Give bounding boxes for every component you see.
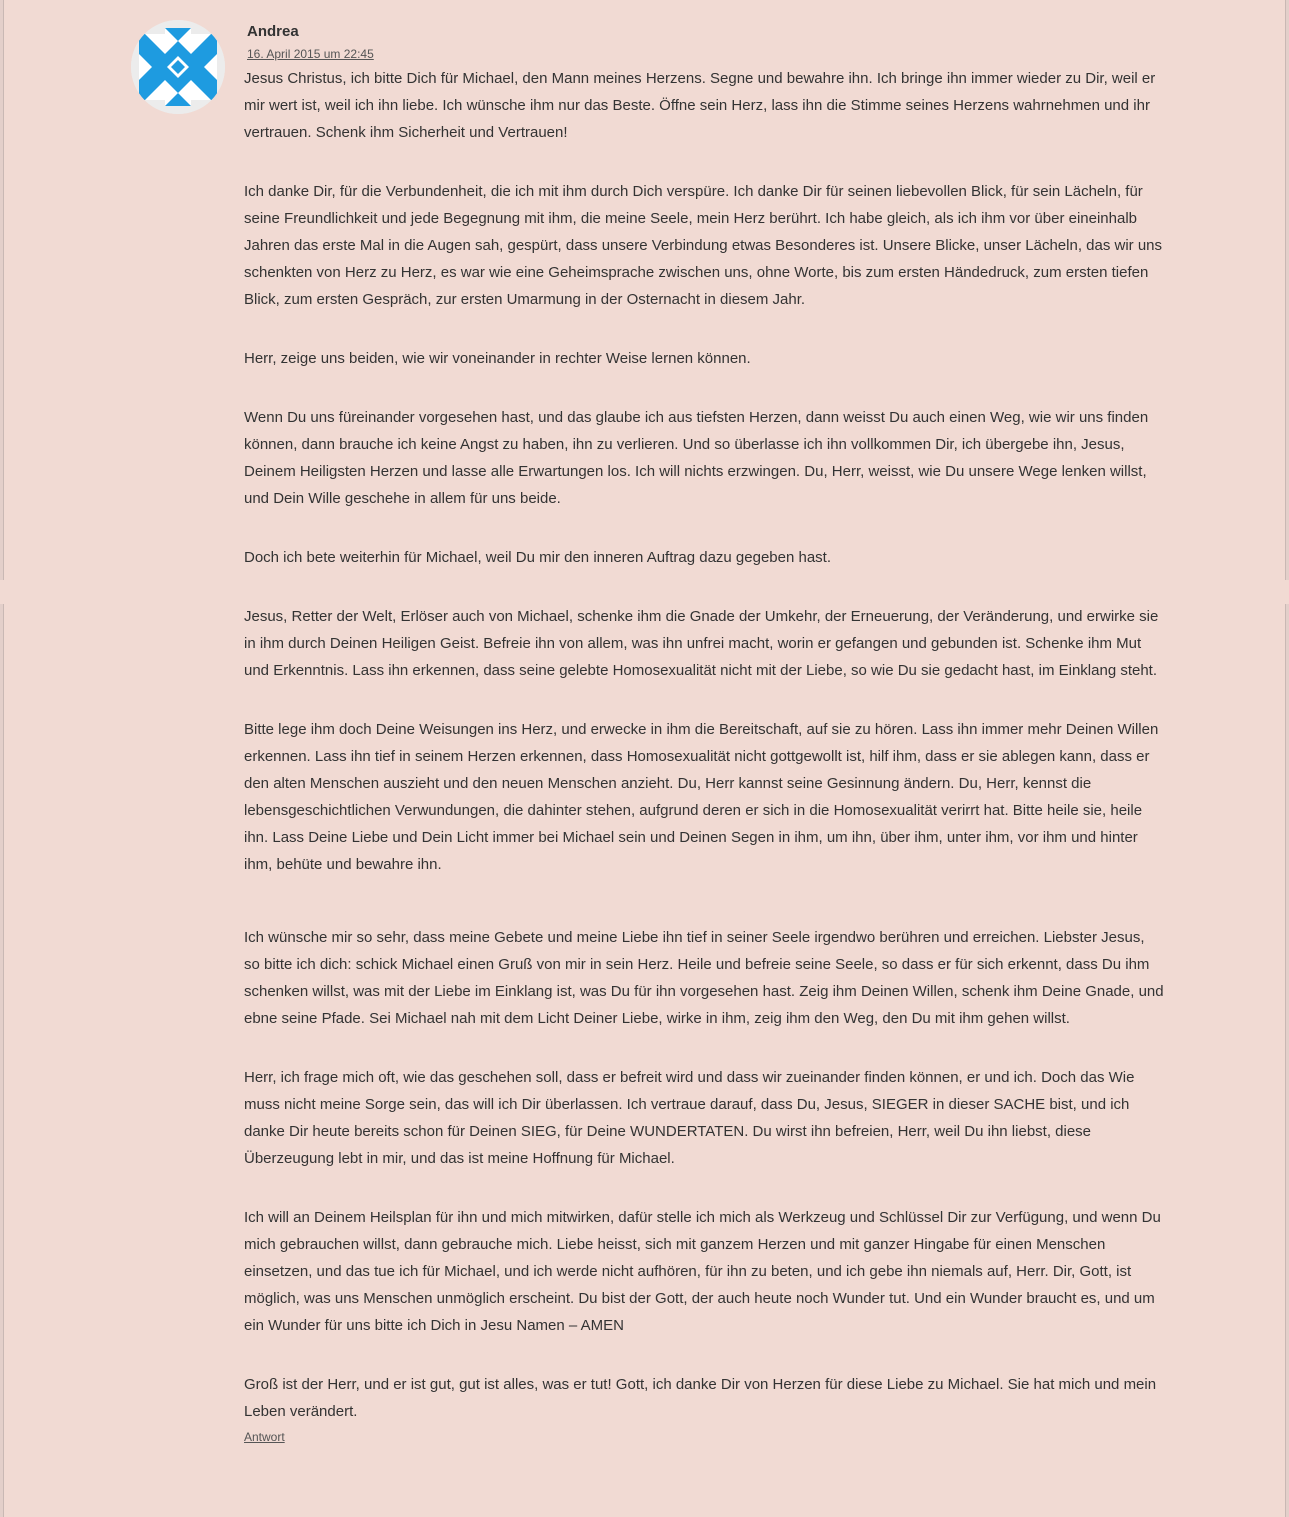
page-edge-right — [1285, 0, 1289, 1517]
comment-paragraph: Wenn Du uns füreinander vorgesehen hast, und das glaube ich aus tiefsten Herzen, dann weisst Du auch einen Weg, wie wir uns finden können, dann brauche ich keine Angst zu haben, ihn zu verlieren. Und so überlasse ich ihn vollkommen Dir, ich übergebe ihn, Jesus, Deinem Heiligsten Herzen und lasse alle Erwartungen los. Ich will nichts erzwingen. Du, Herr, weisst, wie Du unsere Wege lenken willst, und Dein Wille geschehe in allem für uns beide. — [244, 409, 1149, 507]
comment-content — [244, 65, 1164, 1425]
comment-paragraph: Jesus, Retter der Welt, Erlöser auch von Michael, schenke ihm die Gnade der Umkehr, der Erneuerung, der Veränderung, und erwirke sie in ihm durch Deinen Heiligen Geist. Befreie ihn von allem, was ihn unfrei macht, worin er gefangen und gebunden ist. Schenke ihm Mut und Erkenntnis. Lass ihn erkennen, dass seine gelebte Homosexualität nicht mit der Liebe, so wie Du sie gedacht hast, im Einklang steht. — [244, 608, 1159, 679]
comment-date-link[interactable]: 16. April 2015 um 22:45 — [247, 47, 374, 61]
page-edge-left — [0, 0, 4, 1517]
reply-link[interactable]: Antwort — [244, 1430, 285, 1444]
comment-paragraph: Ich danke Dir, für die Verbundenheit, die ich mit ihm durch Dich verspüre. Ich danke Dir für seinen liebevollen Blick, für sein Lächeln, für seine Freundlichkeit und jede Begegnung mit ihm, die meine Seele, mein Herz berührt. Ich habe gleich, als ich ihm vor über eineinhalb Jahren das erste Mal in die Augen sah, gespürt, dass unsere Verbindung etwas Besonderes ist. Unsere Blicke, unser Lächeln, das wir uns schenkten von Herz zu Herz, es war wie eine Geheimsprache zwischen uns, ohne Worte, bis zum ersten Händedruck, zum ersten tiefen Blick, zum ersten Gespräch, zur ersten Umarmung in der Osternacht in diesem Jahr. — [244, 183, 1163, 308]
comment-paragraph: Doch ich bete weiterhin für Michael, weil Du mir den inneren Auftrag dazu gegeben hast. — [244, 549, 831, 566]
comment-paragraph: Herr, ich frage mich oft, wie das geschehen soll, dass er befreit wird und dass wir zueinander finden können, er und ich. Doch das Wie muss nicht meine Sorge sein, das will ich Dir überlassen. Ich vertraue darauf, dass Du, Jesus, SIEGER in dieser SACHE bist, und ich danke Dir heute bereits schon für Deinen SIEG, für Deine WUNDERTATEN. Du wirst ihn befreien, Herr, weil Du ihn liebst, diese Überzeugung lebt in mir, und das ist meine Hoffnung für Michael. — [244, 1069, 1135, 1167]
comment-paragraph: Bitte lege ihm doch Deine Weisungen ins Herz, und erwecke in ihm die Bereitschaft, auf sie zu hören. Lass ihn immer mehr Deinen Willen erkennen. Lass ihn tief in seinem Herzen erkennen, dass Homosexualität nicht gottgewollt ist, hilf ihm, dass er sie ablegen kann, dass er den alten Menschen auszieht und den neuen Menschen anzieht. Du, Herr kannst seine Gesinnung ändern. Du, Herr, kennst die lebensgeschichtlichen Verwundungen, die dahinter stehen, aufgrund deren er sich in die Homosexualität verirrt hat. Bitte heile sie, heile ihn. Lass Deine Liebe und Dein Licht immer bei Michael sein und Deinen Segen in ihm, um ihn, über ihm, unter ihm, vor ihm und hinter ihm, behüte und bewahre ihn. — [244, 721, 1159, 873]
comment-author: Andrea — [247, 23, 299, 40]
comment-paragraph: Ich will an Deinem Heilsplan für ihn und mich mitwirken, dafür stelle ich mich als Werkzeug und Schlüssel Dir zur Verfügung, und wenn Du mich gebrauchen willst, dann gebrauche mich. Liebe heisst, sich mit ganzem Herzen und mit ganzer Hingabe für einen Menschen einsetzen, und das tue ich für Michael, und ich werde nicht aufhören, für ihn zu beten, und ich gebe ihn niemals auf, Herr. Dir, Gott, ist möglich, was uns Menschen unmöglich erscheint. Du bist der Gott, der auch heute noch Wunder tut. Und ein Wunder braucht es, und um ein Wunder für uns bitte ich Dich in Jesu Namen – AMEN — [244, 1209, 1161, 1334]
comment — [244, 20, 1164, 1447]
comment-paragraph: Herr, zeige uns beiden, wie wir voneinander in rechter Weise lernen können. — [244, 350, 751, 367]
comment-paragraph: Ich wünsche mir so sehr, dass meine Gebete und meine Liebe ihn tief in seiner Seele irgendwo berühren und erreichen. Liebster Jesus, so bitte ich dich: schick Michael einen Gruß von mir in sein Herz. Heile und befreie seine Seele, so dass er für sich erkennt, dass Du ihm schenken willst, was mit der Liebe im Einklang ist, was Du für ihn vorgesehen hast. Zeig ihm Deinen Willen, schenk ihm Deine Gnade, und ebne seine Pfade. Sei Michael nah mit dem Licht Deiner Liebe, wirke in ihm, zeig ihm den Weg, den Du mit ihm gehen willst. — [244, 929, 1164, 1027]
comment-paragraph: Jesus Christus, ich bitte Dich für Michael, den Mann meines Herzens. Segne und bewahre ihn. Ich bringe ihn immer wieder zu Dir, weil er mir wert ist, weil ich ihn liebe. Ich wünsche ihm nur das Beste. Öffne sein Herz, lass ihn die Stimme seines Herzens wahrnehmen und ihr vertrauen. Schenk ihm Sicherheit und Vertrauen! — [244, 70, 1156, 141]
identicon-avatar-icon — [131, 20, 225, 114]
avatar — [131, 20, 225, 114]
comment-paragraph: Groß ist der Herr, und er ist gut, gut ist alles, was er tut! Gott, ich danke Dir von Herzen für diese Liebe zu Michael. Sie hat mich und mein Leben verändert. — [244, 1376, 1157, 1420]
